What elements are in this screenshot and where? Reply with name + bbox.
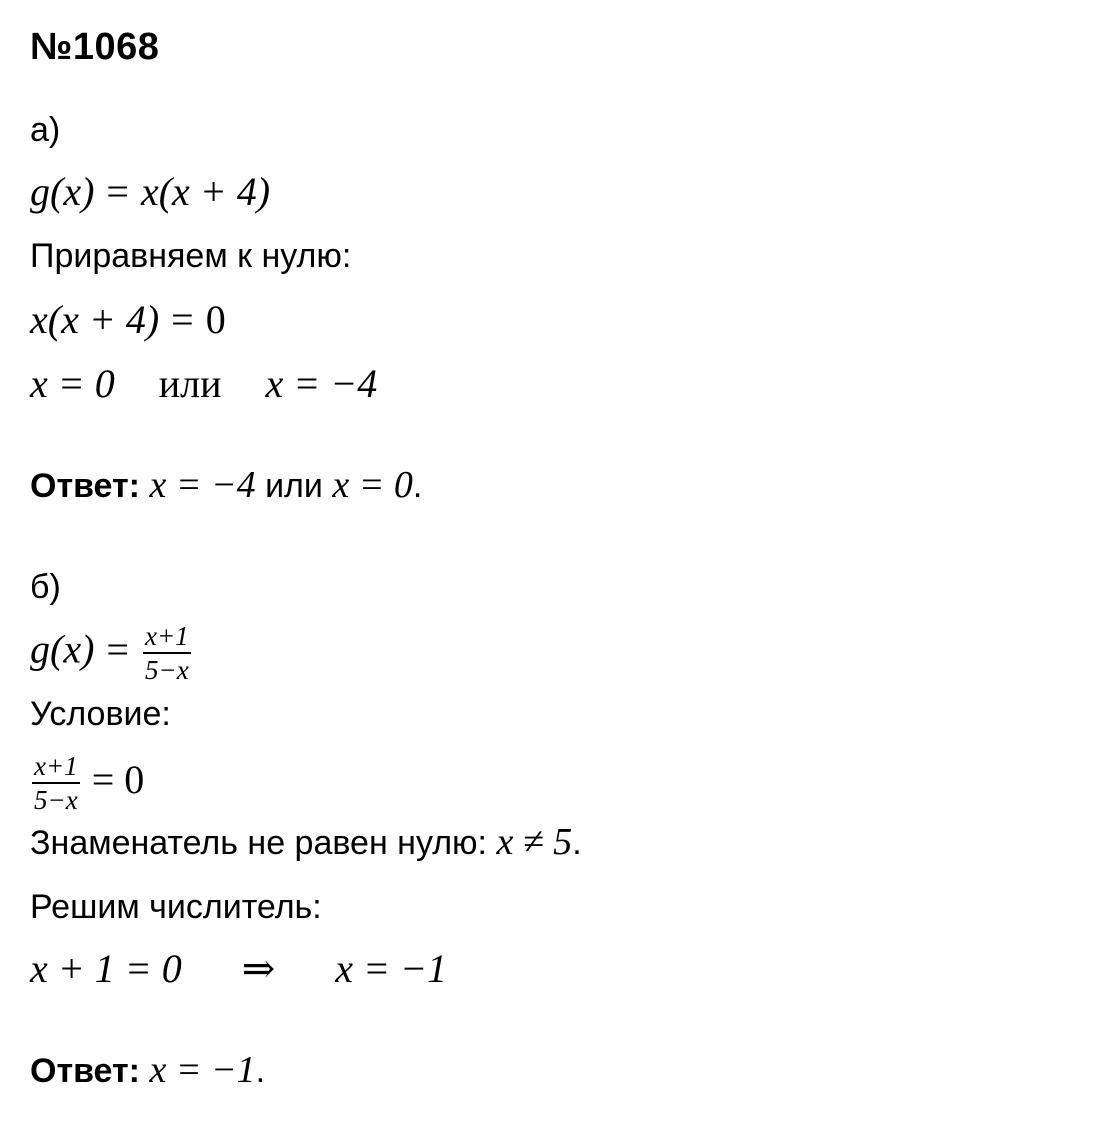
denominator-condition	[30, 823, 582, 861]
equals-sign: =	[106, 626, 129, 672]
numerator-root: x = −1	[335, 946, 448, 991]
equation-rhs: 0	[205, 297, 226, 342]
part-b-answer	[30, 1051, 265, 1089]
numerator-equation: x + 1 = 0	[30, 946, 182, 991]
root-two: x = −4	[265, 361, 378, 406]
answer-label: Ответ:	[30, 467, 140, 505]
part-a-label: а)	[30, 111, 61, 149]
function-lhs: g(x)	[30, 626, 95, 672]
answer-value: x = −1	[149, 1049, 256, 1091]
equals-sign: =	[106, 169, 129, 214]
answer-or-word: или	[265, 467, 323, 505]
part-b-numerator-solution	[30, 946, 448, 991]
fraction-denominator: 5−x	[144, 655, 189, 686]
denominator-math: x ≠ 5	[496, 821, 573, 863]
answer-value-one: x = −4	[149, 464, 256, 506]
function-fraction	[143, 622, 191, 685]
part-a-answer	[30, 466, 422, 504]
condition-text: Условие:	[30, 695, 171, 733]
problem-number: №1068	[30, 26, 160, 68]
denominator-text: Знаменатель не равен нулю:	[30, 824, 487, 862]
fraction-denominator: 5−x	[34, 785, 78, 816]
condition-fraction	[32, 752, 80, 815]
part-b-label: б)	[30, 568, 61, 606]
numerator-text: Решим числитель:	[30, 888, 322, 926]
part-a-function	[30, 169, 271, 214]
answer-value-two: x = 0	[332, 464, 413, 506]
equals-sign: =	[171, 297, 194, 342]
fraction-numerator: x+1	[32, 752, 80, 784]
answer-label: Ответ:	[30, 1052, 140, 1090]
denominator-period: .	[572, 824, 582, 862]
equation-lhs: x(x + 4)	[30, 297, 160, 342]
part-a-roots	[30, 361, 378, 406]
answer-period: .	[412, 467, 423, 505]
part-a-equation	[30, 297, 226, 342]
fraction-numerator: x+1	[143, 622, 191, 654]
function-rhs: x(x + 4)	[140, 169, 271, 214]
answer-period: .	[255, 1052, 266, 1090]
or-word: или	[158, 361, 222, 406]
root-one: x = 0	[30, 361, 115, 406]
part-b-condition-equation	[30, 752, 144, 815]
function-lhs: g(x)	[30, 169, 95, 214]
step-equate-zero: Приравняем к нулю:	[30, 237, 352, 275]
condition-equals-zero: = 0	[91, 756, 145, 802]
implies-arrow: ⇒	[241, 946, 276, 991]
part-b-function	[30, 622, 193, 685]
